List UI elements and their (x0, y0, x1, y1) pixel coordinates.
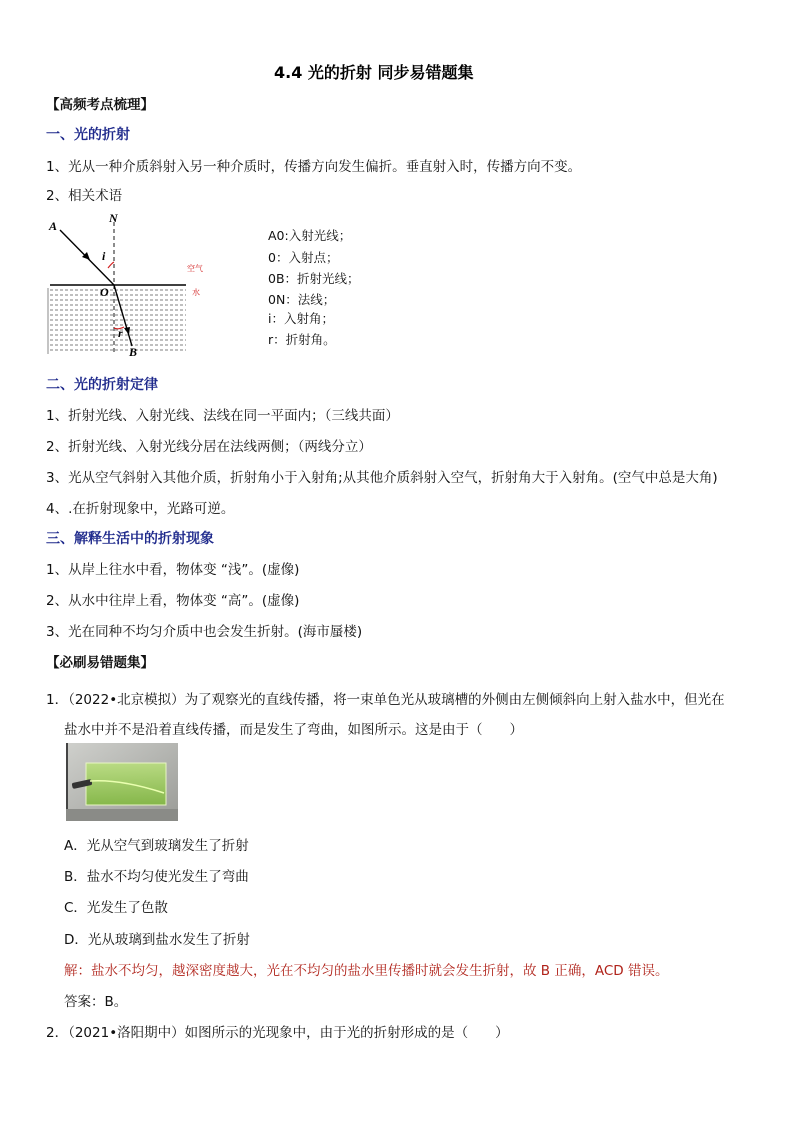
arrow-icon (124, 327, 130, 335)
label-r: r (118, 326, 123, 340)
label-n: N (109, 211, 118, 225)
label-water: 水 (192, 288, 200, 297)
section-heading-phenomena: 三、解释生活中的折射现象 (46, 531, 214, 547)
option-d: D．光从玻璃到盐水发生了折射 (64, 932, 250, 948)
section-line: 1、从岸上往水中看，物体变 “浅”。(虚像) (46, 562, 300, 578)
key-points-header: 【高频考点梳理】 (46, 97, 154, 113)
label-i: i (102, 249, 106, 263)
term-line: 0B：折射光线； (268, 271, 360, 286)
section-heading-refraction: 一、光的折射 (46, 127, 130, 143)
term-line: A0:入射光线； (268, 228, 352, 243)
section-line: 4、.在折射现象中，光路可逆。 (46, 501, 235, 517)
section-line: 2、相关术语 (46, 188, 123, 204)
incidence-angle-arc (108, 262, 114, 268)
label-a: A (49, 219, 58, 233)
section-line: 3、光在同种不均匀介质中也会发生折射。(海市蜃楼) (46, 624, 363, 640)
solution-text: 解：盐水不均匀，越深密度越大，光在不均匀的盐水里传播时就会发生折射，故 B 正确，ACD 错误。 (64, 963, 669, 979)
question-1-stem-cont: 盐水中并不是沿着直线传播，而是发生了弯曲，如图所示。这是由于（ ） (64, 722, 523, 738)
refracted-ray (114, 285, 132, 346)
section-heading-law: 二、光的折射定律 (46, 377, 158, 393)
question-1-stem: 1．（2022•北京模拟）为了观察光的直线传播，将一束单色光从玻璃槽的外侧由左侧倾斜向上射入盐水中，但光在 (46, 692, 725, 708)
refraction-diagram (46, 208, 222, 358)
term-line: 0N：法线； (268, 292, 336, 307)
section-line: 2、折射光线、入射光线分居在法线两侧；（两线分立） (46, 439, 372, 455)
label-b: B (129, 345, 138, 358)
option-a: A．光从空气到玻璃发生了折射 (64, 838, 249, 854)
section-line: 3、光从空气斜射入其他介质，折射角小于入射角;从其他介质斜射入空气，折射角大于入射角。(空气中总是大角) (46, 470, 718, 486)
answer-text: 答案：B。 (64, 994, 128, 1010)
term-line: i：入射角； (268, 311, 334, 326)
term-line: 0：入射点； (268, 250, 339, 265)
term-line: r：折射角。 (268, 332, 336, 347)
option-b: B．盐水不均匀使光发生了弯曲 (64, 869, 249, 885)
option-c: C．光发生了色散 (64, 900, 168, 916)
label-o: O (100, 285, 109, 299)
laser-tank-photo (66, 743, 178, 821)
label-air: 空气 (187, 264, 203, 273)
section-line: 1、光从一种介质斜射入另一种介质时，传播方向发生偏折。垂直射入时，传播方向不变。 (46, 159, 582, 175)
page-title: 4.4 光的折射 同步易错题集 (274, 63, 474, 82)
section-line: 1、折射光线、入射光线、法线在同一平面内；（三线共面） (46, 408, 399, 424)
section-line: 2、从水中往岸上看，物体变 “高”。(虚像) (46, 593, 300, 609)
question-2-stem: 2．（2021•洛阳期中）如图所示的光现象中，由于光的折射形成的是（ ） (46, 1025, 509, 1041)
must-do-header: 【必刷易错题集】 (46, 655, 154, 671)
